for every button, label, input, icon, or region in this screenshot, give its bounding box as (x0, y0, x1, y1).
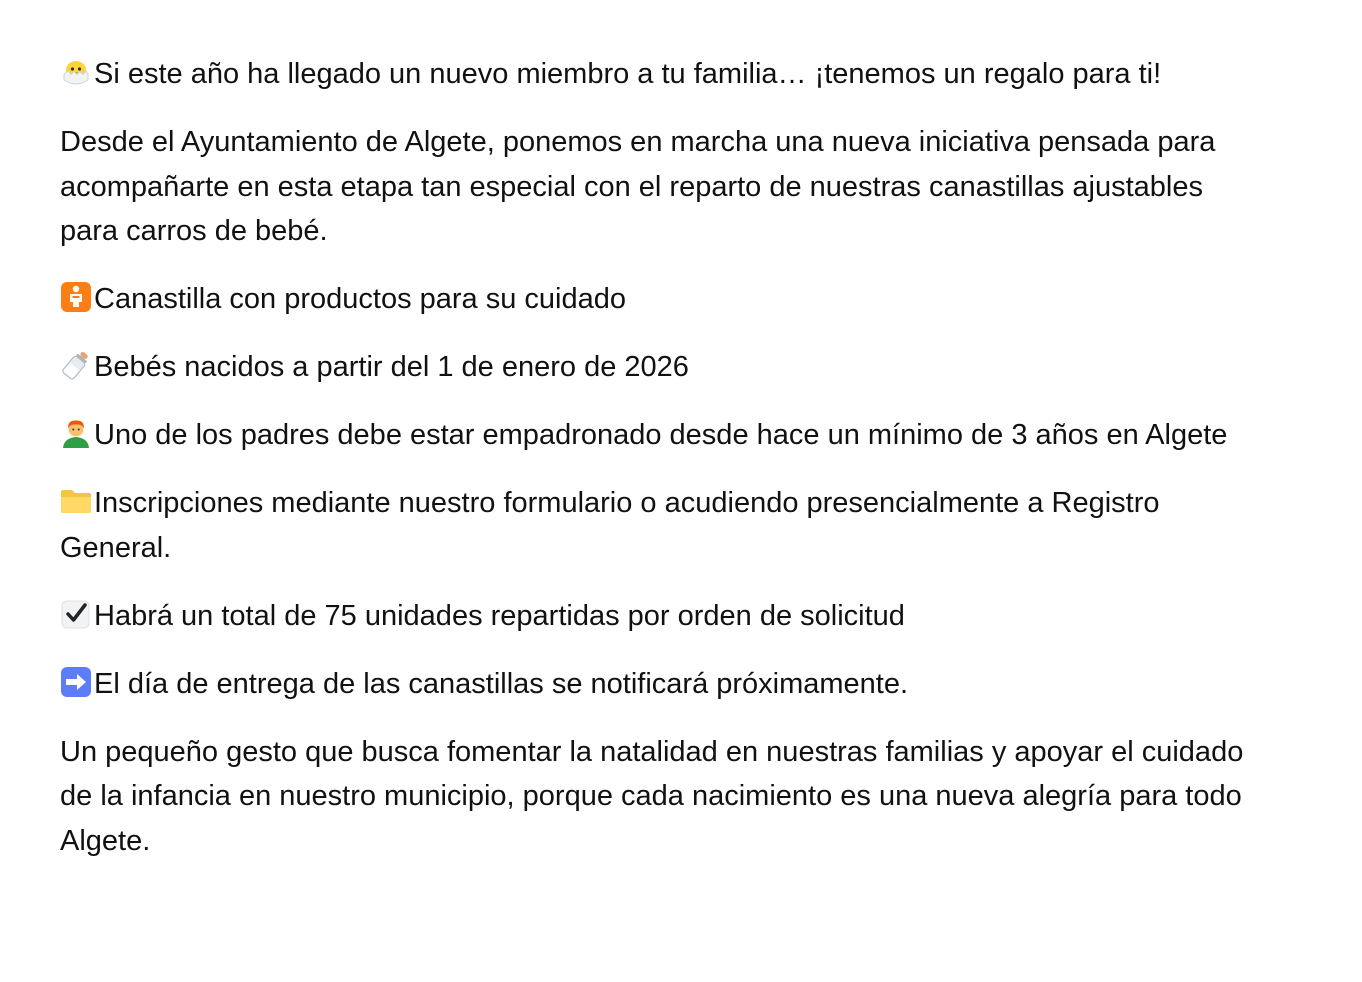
paragraph-text: El día de entrega de las canastillas se notificará próximamente. (94, 667, 909, 700)
paragraph-text: Habrá un total de 75 unidades repartidas por orden de solicitud (94, 599, 905, 632)
baby-bottle-icon (60, 349, 92, 381)
baby-symbol-icon (60, 281, 92, 313)
check-box-icon (60, 598, 92, 630)
paragraph-registration (60, 481, 1250, 570)
hatching-chick-icon (60, 56, 92, 88)
paragraph-closing (60, 730, 1250, 864)
folder-icon (60, 485, 92, 517)
paragraph-born (60, 345, 1250, 390)
paragraph-text: Desde el Ayuntamiento de Algete, ponemos en marcha una nueva iniciativa pensada para acompañarte en esta etapa tan especial con el reparto de nuestras canastillas ajustables para carros de bebé. (60, 126, 1216, 247)
paragraph-text: Canastilla con productos para su cuidado (94, 283, 626, 315)
paragraph-text: Uno de los padres debe estar empadronado desde hace un mínimo de 3 años en Algete (94, 419, 1228, 451)
person-icon (60, 417, 92, 449)
paragraph-initiative (60, 120, 1250, 254)
paragraph-intro (60, 52, 1250, 97)
post-body (60, 52, 1250, 887)
paragraph-text: Si este año ha llegado un nuevo miembro a tu familia… ¡tenemos un regalo para ti! (94, 58, 1162, 90)
right-arrow-icon (60, 666, 92, 698)
paragraph-parents (60, 413, 1250, 458)
paragraph-delivery (60, 662, 1250, 707)
paragraph-text: Un pequeño gesto que busca fomentar la natalidad en nuestras familias y apoyar el cuidado de la infancia en nuestro municipio, porque cada nacimiento es una nueva alegría para todo Algete. (60, 735, 1244, 857)
paragraph-text: Inscripciones mediante nuestro formulario o acudiendo presencialmente a Registro General. (60, 487, 1160, 564)
paragraph-units (60, 594, 1250, 639)
paragraph-text: Bebés nacidos a partir del 1 de enero de 2026 (94, 351, 689, 383)
paragraph-basket (60, 277, 1250, 322)
